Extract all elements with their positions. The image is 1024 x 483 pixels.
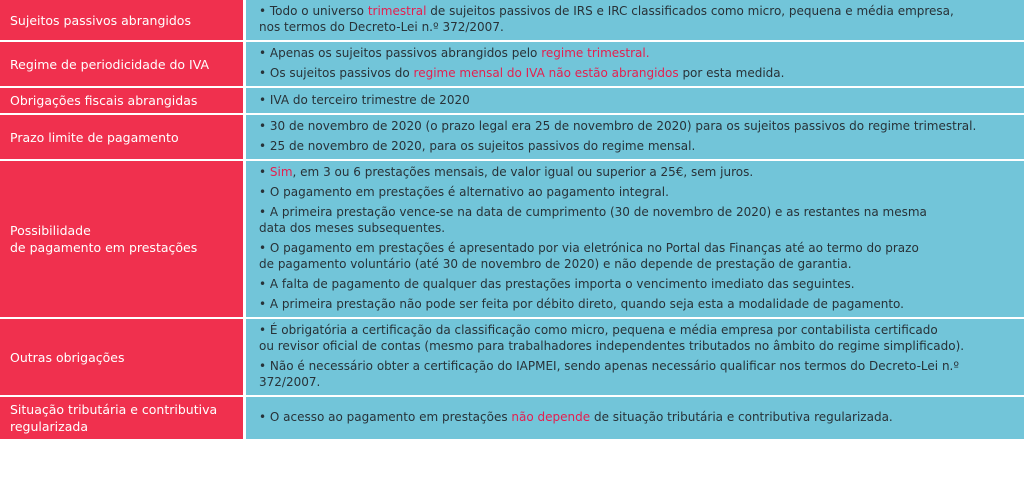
row-label bbox=[0, 88, 243, 113]
row-label bbox=[0, 161, 243, 317]
bullet-text: • O acesso ao pagamento em prestações bbox=[259, 410, 512, 424]
bullet-text: de sujeitos passivos de IRS e IRC classificados como micro, pequena e média empresa, bbox=[426, 4, 954, 18]
bullet-text: , em 3 ou 6 prestações mensais, de valor igual ou superior a 25€, sem juros. bbox=[292, 165, 754, 179]
table-row bbox=[0, 42, 1024, 86]
bullet-item bbox=[259, 204, 1014, 236]
bullet-item bbox=[259, 45, 1014, 61]
table-row bbox=[0, 115, 1024, 159]
bullet-text: nos termos do Decreto-Lei n.º 372/2007. bbox=[259, 20, 504, 34]
bullet-list bbox=[259, 118, 1014, 154]
bullet-item bbox=[259, 65, 1014, 81]
row-content bbox=[246, 42, 1024, 86]
bullet-item bbox=[259, 409, 1014, 425]
bullet-list bbox=[259, 164, 1014, 312]
bullet-text: • Apenas os sujeitos passivos abrangidos pelo bbox=[259, 46, 542, 60]
row-label bbox=[0, 42, 243, 86]
bullet-text: por esta medida. bbox=[678, 66, 785, 80]
bullet-item bbox=[259, 322, 1014, 354]
row-label-text: Situação tributária e contributiva bbox=[10, 402, 218, 417]
row-content bbox=[246, 115, 1024, 159]
table-row bbox=[0, 88, 1024, 113]
bullet-text: de situação tributária e contributiva regularizada. bbox=[590, 410, 893, 424]
bullet-text: • bbox=[259, 165, 270, 179]
highlight-text: regime mensal do IVA não estão abrangidos bbox=[413, 66, 679, 80]
bullet-text: • Todo o universo bbox=[259, 4, 368, 18]
bullet-item bbox=[259, 138, 1014, 154]
row-content bbox=[246, 319, 1024, 395]
bullet-item bbox=[259, 3, 1014, 35]
bullet-text: • 25 de novembro de 2020, para os sujeitos passivos do regime mensal. bbox=[259, 139, 696, 153]
row-label bbox=[0, 397, 243, 439]
bullet-item bbox=[259, 92, 1014, 108]
row-label bbox=[0, 0, 243, 40]
bullet-item bbox=[259, 358, 1014, 390]
bullet-item bbox=[259, 296, 1014, 312]
bullet-text: • A primeira prestação não pode ser feita por débito direto, quando seja esta a modalidade de pagamento. bbox=[259, 297, 904, 311]
bullet-text: • É obrigatória a certificação da classificação como micro, pequena e média empresa por contabilista certificado bbox=[259, 323, 938, 337]
bullet-item bbox=[259, 184, 1014, 200]
row-label bbox=[0, 115, 243, 159]
bullet-text: • O pagamento em prestações é apresentado por via eletrónica no Portal das Finanças até ao termo do prazo bbox=[259, 241, 919, 255]
bullet-list bbox=[259, 322, 1014, 390]
bullet-text: • Não é necessário obter a certificação do IAPMEI, sendo apenas necessário qualificar nos termos do Decreto-Lei n.º 372/2007. bbox=[259, 359, 960, 389]
row-label-text: Prazo limite de pagamento bbox=[10, 129, 179, 145]
bullet-text: • A falta de pagamento de qualquer das prestações importa o vencimento imediato das seguintes. bbox=[259, 277, 855, 291]
row-label-text: Regime de periodicidade do IVA bbox=[10, 56, 210, 72]
bullet-text: de pagamento voluntário (até 30 de novembro de 2020) e não depende de prestação de garantia. bbox=[259, 257, 852, 271]
table-row bbox=[0, 161, 1024, 317]
row-label-text-line2: de pagamento em prestações bbox=[10, 240, 198, 255]
bullet-list bbox=[259, 92, 1014, 108]
bullet-text: • A primeira prestação vence-se na data de cumprimento (30 de novembro de 2020) e as restantes na mesma bbox=[259, 205, 927, 219]
row-label bbox=[0, 319, 243, 395]
table-row bbox=[0, 319, 1024, 395]
bullet-text: • 30 de novembro de 2020 (o prazo legal era 25 de novembro de 2020) para os sujeitos passivos do regime trimestral. bbox=[259, 119, 977, 133]
bullet-item bbox=[259, 118, 1014, 134]
row-label-text: Possibilidade bbox=[10, 223, 91, 238]
row-label-text: Sujeitos passivos abrangidos bbox=[10, 12, 191, 28]
row-label-text: Obrigações fiscais abrangidas bbox=[10, 93, 198, 108]
highlight-text: Sim bbox=[269, 165, 293, 179]
row-label-text: Outras obrigações bbox=[10, 349, 125, 365]
bullet-text: data dos meses subsequentes. bbox=[259, 221, 446, 235]
bullet-list bbox=[259, 409, 1014, 425]
bullet-text: ou revisor oficial de contas (mesmo para trabalhadores independentes tributados no âmbito do regime simplificado). bbox=[259, 339, 965, 353]
row-content bbox=[246, 161, 1024, 317]
bullet-item bbox=[259, 276, 1014, 292]
bullet-text: • IVA do terceiro trimestre de 2020 bbox=[259, 92, 470, 107]
table-row bbox=[0, 0, 1024, 40]
row-content bbox=[246, 88, 1024, 113]
highlight-text: não depende bbox=[511, 410, 591, 424]
row-content bbox=[246, 397, 1024, 439]
table-row bbox=[0, 397, 1024, 439]
bullet-list bbox=[259, 45, 1014, 81]
bullet-text: • Os sujeitos passivos do bbox=[259, 66, 414, 80]
bullet-item bbox=[259, 164, 1014, 180]
bullet-item bbox=[259, 240, 1014, 272]
bullet-list bbox=[259, 3, 1014, 35]
highlight-text: trimestral bbox=[367, 4, 427, 18]
bullet-text: • O pagamento em prestações é alternativo ao pagamento integral. bbox=[259, 185, 669, 199]
row-content bbox=[246, 0, 1024, 40]
row-label-text-line2: regularizada bbox=[10, 419, 88, 434]
highlight-text: regime trimestral. bbox=[541, 46, 650, 60]
